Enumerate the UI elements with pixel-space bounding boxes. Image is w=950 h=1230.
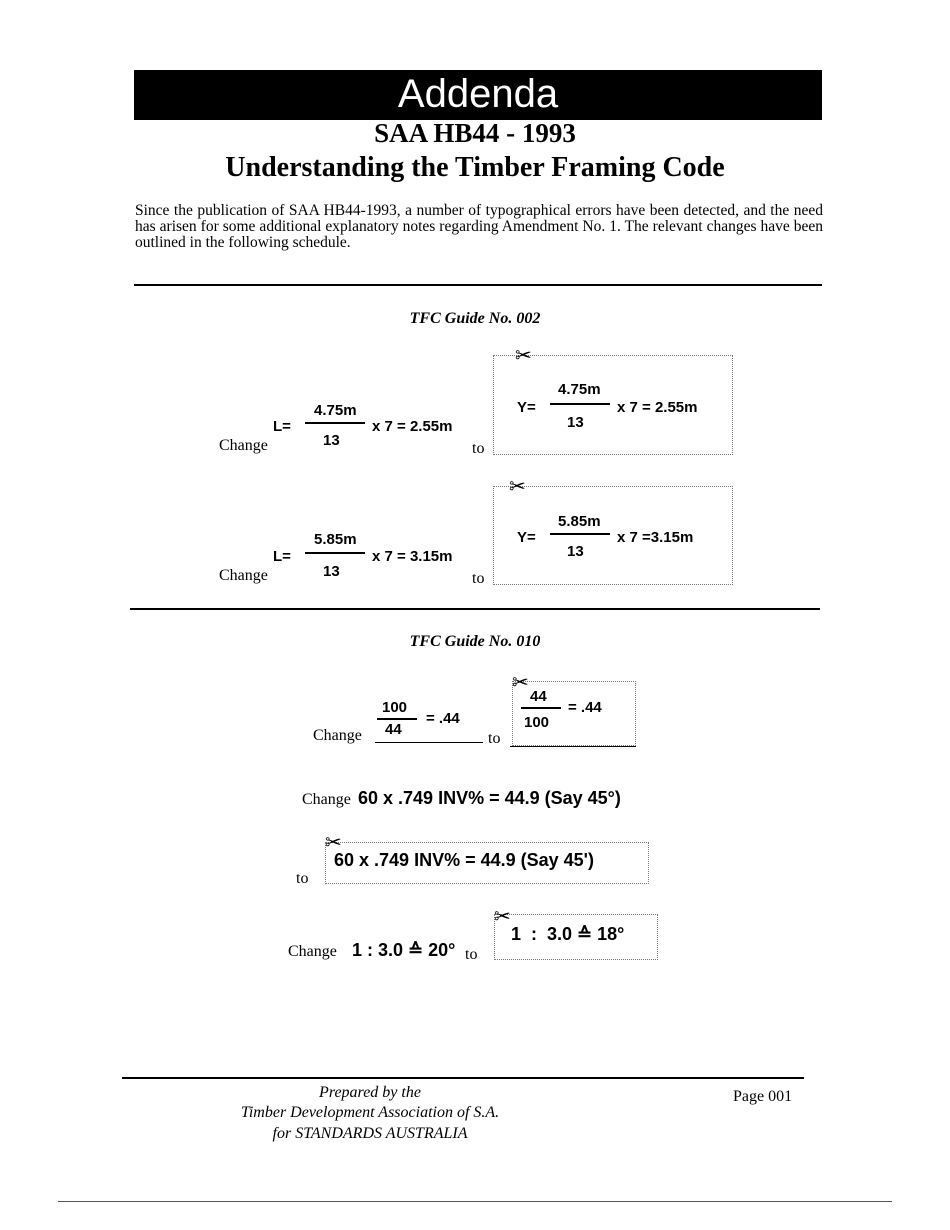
old-denominator: 13 — [323, 432, 340, 449]
section-divider — [134, 284, 822, 286]
section-divider — [130, 608, 820, 610]
footer-prepared-by: Prepared by the — [319, 1084, 421, 1101]
bottom-rule — [58, 1201, 892, 1202]
old-expression-rest: x 7 = 3.15m — [372, 548, 453, 565]
new-variable: Y= — [517, 529, 536, 546]
addenda-banner: Addenda — [134, 70, 822, 120]
new-numerator: 5.85m — [558, 513, 601, 530]
document-title-line2: Understanding the Timber Framing Code — [225, 152, 725, 183]
fraction-bar — [305, 552, 365, 554]
change-label: Change — [288, 943, 337, 960]
old-expression-rest: x 7 = 2.55m — [372, 418, 453, 435]
new-expression: 60 x .749 INV% = 44.9 (Say 45') — [334, 850, 594, 870]
old-numerator: 4.75m — [314, 402, 357, 419]
to-label: to — [472, 570, 485, 587]
fraction-bar — [550, 533, 610, 535]
section-heading-tfc-002: TFC Guide No. 002 — [409, 310, 541, 327]
new-variable: Y= — [517, 399, 536, 416]
old-numerator: 5.85m — [314, 531, 357, 548]
fraction-bar — [377, 718, 417, 720]
new-denominator: 13 — [567, 543, 584, 560]
underline — [375, 742, 483, 743]
new-numerator: 4.75m — [558, 381, 601, 398]
change-label: Change — [313, 727, 362, 744]
new-expression-rest: x 7 =3.15m — [617, 529, 694, 546]
section-heading-tfc-010: TFC Guide No. 010 — [409, 633, 541, 650]
page-number: Page 001 — [733, 1088, 793, 1105]
scissors-icon: ✂ — [512, 670, 529, 694]
scissors-icon: ✂ — [509, 474, 526, 498]
to-label: to — [296, 870, 309, 887]
footer-organisation: Timber Development Association of S.A. — [240, 1104, 500, 1121]
underline — [510, 746, 636, 747]
document-title-line1: SAA HB44 - 1993 — [374, 118, 576, 148]
to-label: to — [472, 440, 485, 457]
old-denominator: 44 — [385, 721, 402, 738]
intro-paragraph: Since the publication of SAA HB44-1993, a number of typographical errors have been detected, and the need has arisen for some additional explanatory notes regarding Amendment No. 1. The relevant changes have been outlined in the following schedule. — [135, 202, 823, 251]
fraction-bar — [550, 403, 610, 405]
new-expression-rest: = .44 — [568, 699, 602, 716]
footer-divider — [122, 1077, 804, 1079]
old-expression-rest: = .44 — [426, 710, 460, 727]
scissors-icon: ✂ — [325, 830, 342, 854]
new-denominator: 13 — [567, 414, 584, 431]
old-expression: 1 : 3.0 ≙ 20° — [352, 940, 456, 960]
change-label: Change — [219, 437, 268, 454]
new-expression: 1 : 3.0 ≙ 18° — [511, 924, 625, 944]
to-label: to — [488, 730, 501, 747]
scissors-icon: ✂ — [494, 904, 511, 928]
new-numerator: 44 — [530, 688, 547, 705]
scissors-icon: ✂ — [515, 343, 532, 367]
old-variable: L= — [273, 418, 291, 435]
to-label: to — [465, 946, 478, 963]
new-expression-rest: x 7 = 2.55m — [617, 399, 698, 416]
footer-for: for STANDARDS AUSTRALIA — [272, 1125, 468, 1142]
old-variable: L= — [273, 548, 291, 565]
old-denominator: 13 — [323, 563, 340, 580]
old-expression: 60 x .749 INV% = 44.9 (Say 45°) — [358, 788, 621, 808]
change-label: Change — [302, 791, 351, 808]
old-numerator: 100 — [382, 699, 408, 716]
change-label: Change — [219, 567, 268, 584]
fraction-bar — [521, 707, 561, 709]
fraction-bar — [305, 422, 365, 424]
new-denominator: 100 — [524, 714, 550, 731]
